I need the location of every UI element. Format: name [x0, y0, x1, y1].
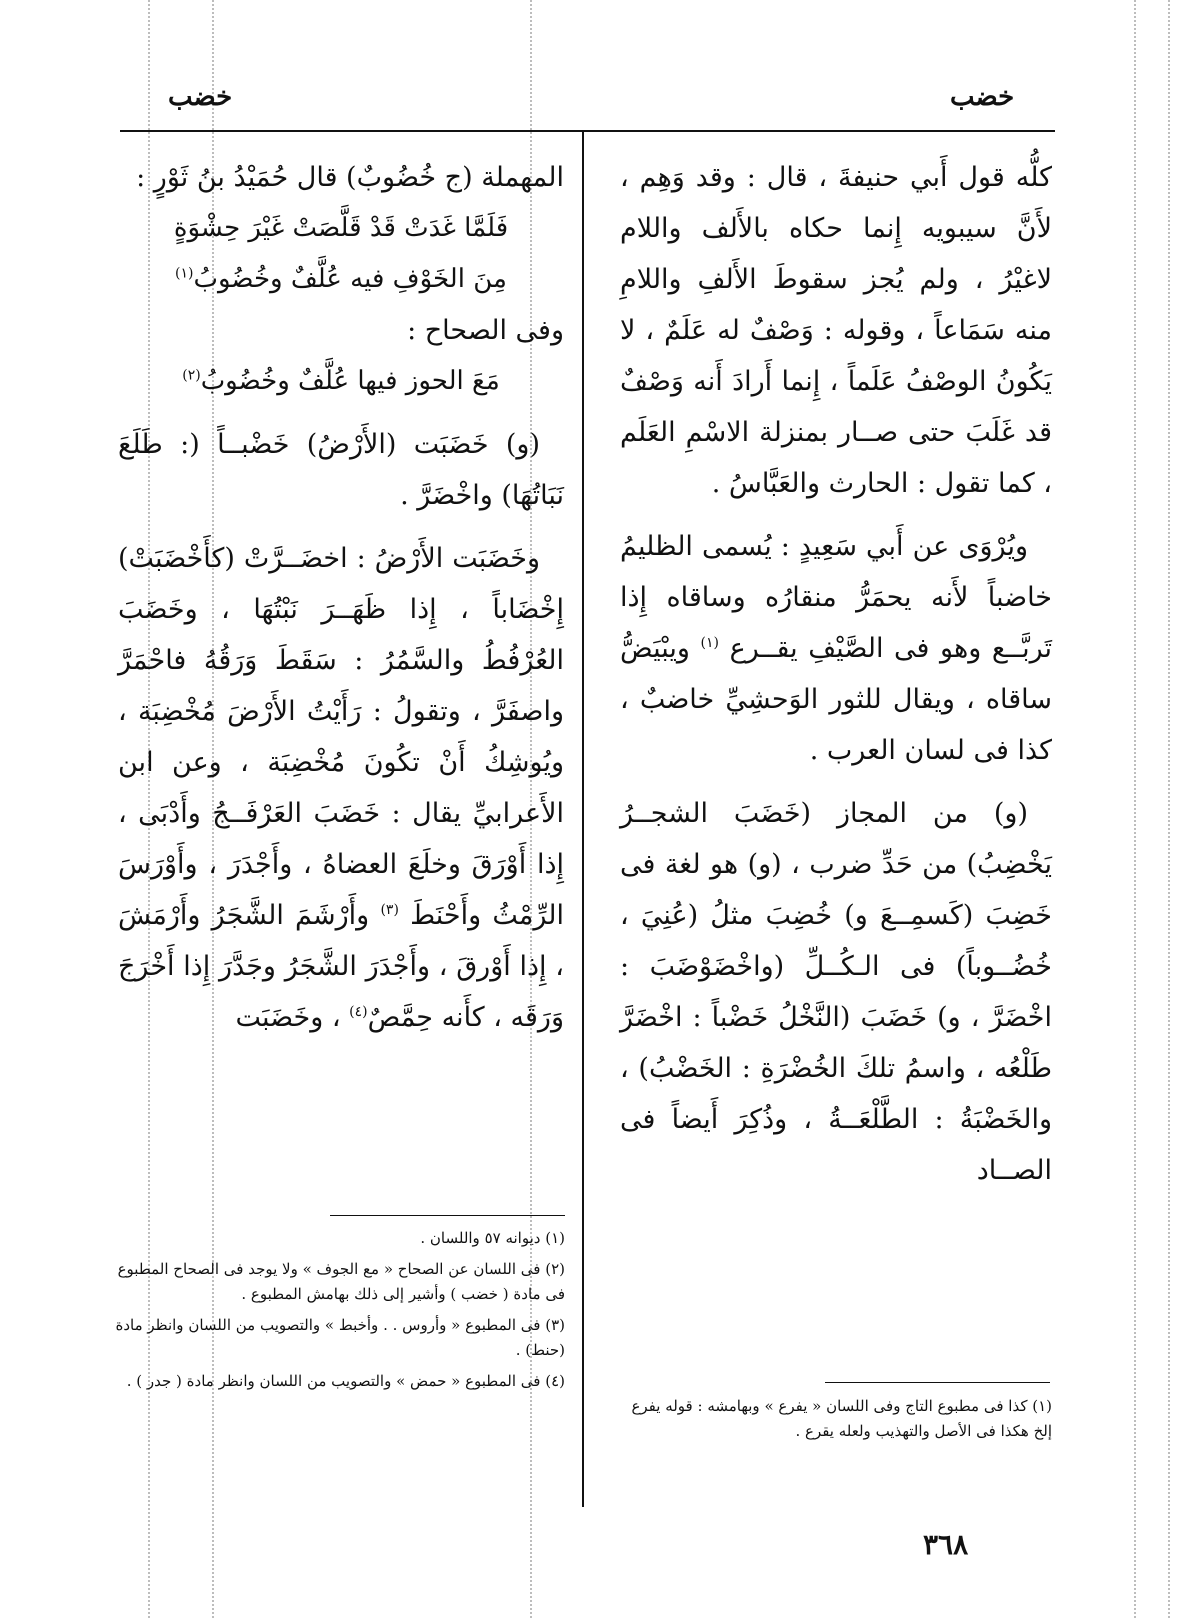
footnote-marker: (١)	[175, 265, 194, 282]
paragraph: كلُّه قول أَبي حنيفةَ ، قال : وقد وَهِم ، لأَنَّ سيبويه إِنما حكاه بالأَلف واللام لاغيْرُ ، ولم يُجز سقوطَ الأَلفِ واللامِ منه سَمَاعاً ، وقوله : وَصْفٌ له عَلَمٌ ، لا يَكُونُ الوصْفُ عَلَماً ، إِنما أَرادَ أَنه وَصْفٌ قد غَلَبَ حتى صــار بمنزلة الاسْمِ العَلَم ، كما تقول : الحارث والعَبَّاسُ .	[620, 162, 1052, 499]
verse-text: مَعَ الحوز فيها عُلَّفٌ وخُضُوبُ	[200, 366, 500, 396]
footnote: (٣) فى المطبوع « وأروس . . وأخبط » والتصويب من اللسان وانظر مادة (حنط) .	[115, 1316, 565, 1359]
paragraph-text: ويُرْوَى عن أَبي سَعِيدٍ : يُسمى الظليمُ خاضباً لأَنه يحمَرُّ منقارُه وساقاه إِذا تَربَّــع وهو فى الصَّيْفِ يقــرع	[620, 531, 1053, 664]
footnote-marker: (٣)	[380, 902, 399, 918]
column-divider	[582, 132, 584, 1507]
paragraph: وفى الصحاح :	[407, 315, 564, 346]
left-column	[118, 152, 564, 1043]
paragraph-text: وأَرْشَمَ الشَّجَرُ وأَرْمَشَ ، إِذا أَوْرقَ ، وأَجْدَرَ الشَّجَرُ وجَدَّرَ إِذا أَخْرَجَ وَرَقَه ، كأَنه حِمَّصٌ	[118, 900, 564, 1033]
footnote: (٤) فى المطبوع « حمض » والتصويب من اللسان وانظر مادة ( جدر ) .	[126, 1372, 565, 1390]
running-head-right: خضب	[950, 82, 1015, 112]
verse-line	[118, 254, 564, 305]
verse-line	[118, 356, 564, 407]
footnotes-right	[620, 1394, 1052, 1450]
paragraph-text: ويبْيَضُّ ساقاه ، ويقال للثور الوَحشِيِّ خاضبٌ ، كذا فى لسان العرب .	[620, 633, 1052, 766]
running-head-left: خضب	[168, 82, 233, 112]
footnote-rule-right	[825, 1382, 1050, 1383]
scan-artifact-line	[1134, 0, 1136, 1618]
footnote: (١) كذا فى مطبوع التاج وفى اللسان « يفرع » وبهامشه : قوله يفرع إلخ هكذا فى الأصل والتهذيب ولعله يقرع .	[631, 1397, 1052, 1440]
paragraph	[620, 521, 1052, 776]
paragraph-text: وخَضَبَت الأَرْضُ : اخضَــرَّتْ (كأَخْضَبَتْ) إِخْضَاباً ، إِذا ظَهَــرَ نَبْتُهَا ، وخَضَبَ العُرْفُطُ والسَّمُرُ : سَقَطَ وَرَقُهُ فاحْمَرَّ واصفَرَّ ، وتقولُ : رَأَيْتُ الأَرْضَ مُخْضِبَة ، ويُوشِكُ أَنْ تكُونَ مُخْضِبَة ، وعن ابن الأَعرابيِّ يقال : خَضَبَ العَرْفَــجُ وأَدْبَى ، إِذا أَوْرَقَ وخلَعَ العضاهُ ، وأَجْدَرَ ، وأَوْرَسَ الرِّمْثُ وأَحْنَطَ	[118, 543, 564, 931]
footnote: (٢) فى اللسان عن الصحاح « مع الجوف » ولا يوجد فى الصحاح المطبوع فى مادة ( خضب ) وأشير إلى ذلك بهامش المطبوع .	[117, 1260, 565, 1303]
paragraph	[118, 533, 564, 1043]
footnotes-left	[110, 1226, 565, 1400]
footnote-rule-left	[330, 1215, 565, 1216]
paragraph: المهملة (ج خُضُوبٌ) قال حُمَيْدُ بنُ ثَوْرٍ :	[136, 162, 564, 193]
footnote-marker: (١)	[700, 635, 720, 651]
scan-artifact-line	[1168, 0, 1170, 1618]
paragraph: (و) من المجاز (خَضَبَ الشجــرُ يَخْضِبُ) من حَدِّ ضرب ، (و) هو لغة فى خَضِبَ (كَسمِــعَ و) خُضِبَ مثلُ (عُنِيَ ، خُضُــوباً) فى الـكُــلِّ (واخْضَوْضَبَ : اخْضَرَّ ، و) خَضَبَ (النَّخْلُ خَضْباً : اخْضَرَّ طَلْعُه ، واسمُ تلكَ الخُضْرَةِ : الخَضْبُ) ، والخَضْبَةُ : الطَّلْعَــةُ ، وذُكِرَ أَيضاً فى الصــاد	[620, 798, 1052, 1186]
header-rule	[120, 130, 1055, 132]
verse-line: فَلَمَّا غَدَتْ قَدْ قَلَّصَتْ غَيْرَ حِشْوَةٍ	[173, 213, 509, 243]
footnote-marker: (٢)	[182, 367, 201, 384]
footnote: (١) ديوانه ٥٧ واللسان .	[420, 1229, 565, 1247]
page-number: ٣٦٨	[923, 1528, 969, 1561]
verse-text: مِنَ الخَوْفِ فيه عُلَّفٌ وخُضُوبُ	[193, 264, 507, 294]
footnote-marker: (٤)	[349, 1004, 368, 1020]
paragraph-text: ، وخَضَبَت	[235, 1002, 341, 1033]
paragraph: (و) خَضَبَت (الأَرْضُ) خَضْبــاً (: طَلَعَ نَبَاتُهَا) واخْضَرَّ .	[118, 429, 564, 511]
right-column	[620, 152, 1052, 1196]
